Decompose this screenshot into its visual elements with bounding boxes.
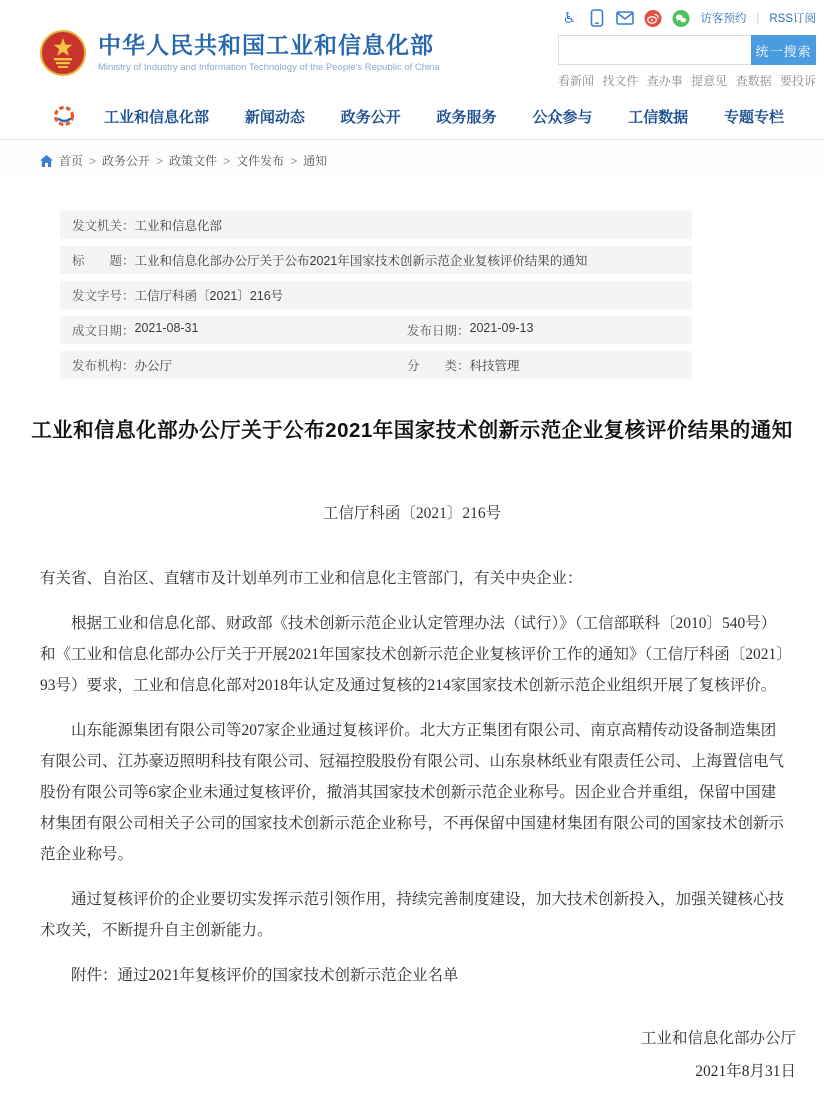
quick-link-data[interactable]: 查数据	[735, 74, 772, 88]
nav-item-gov-disclosure[interactable]: 政务公开	[340, 108, 401, 126]
meta-row-dates	[60, 316, 692, 344]
site-header	[0, 0, 824, 93]
meta-row-title	[60, 246, 692, 274]
breadcrumb-separator: >	[290, 153, 298, 168]
meta-value: 工业和信息化部	[134, 219, 223, 233]
signer: 工业和信息化部办公厅	[640, 1030, 796, 1047]
document-body	[0, 563, 824, 991]
breadcrumb-separator: >	[223, 153, 231, 168]
breadcrumb-separator: >	[156, 153, 164, 168]
site-brand	[40, 6, 440, 89]
meta-label: 发布日期：	[407, 324, 470, 338]
meta-label: 发文机关：	[72, 219, 135, 233]
meta-label: 发文字号：	[72, 289, 135, 303]
utility-bar	[558, 6, 816, 30]
meta-value: 2021-08-31	[134, 321, 199, 335]
mobile-icon[interactable]	[588, 9, 606, 27]
wechat-icon[interactable]	[672, 9, 690, 27]
breadcrumb-gov-disclosure[interactable]: 政务公开	[102, 154, 151, 168]
header-right	[558, 6, 820, 89]
meta-label: 发布机构：	[72, 359, 135, 373]
national-emblem-logo	[40, 30, 86, 76]
nav-item-ministry[interactable]: 工业和信息化部	[104, 108, 210, 126]
utility-divider: |	[756, 12, 760, 24]
document-number: 工信厅科函〔2021〕216号	[322, 505, 502, 522]
home-icon[interactable]	[40, 155, 53, 167]
meta-label: 标 题：	[72, 254, 135, 268]
nav-item-news[interactable]: 新闻动态	[244, 108, 305, 126]
site-subtitle: Ministry of Industry and Information Technology of the People's Republic of China	[98, 61, 440, 73]
nav-item-miit-data[interactable]: 工信数据	[628, 108, 689, 126]
quick-link-suggestions[interactable]: 提意见	[691, 74, 728, 88]
breadcrumb-policy-files[interactable]: 政策文件	[169, 154, 218, 168]
meta-row-doc-number	[60, 281, 692, 309]
quick-link-news[interactable]: 看新闻	[558, 74, 595, 88]
paragraph-basis: 根据工业和信息化部、财政部《技术创新示范企业认定管理办法（试行）》（工信部联科〔2010〕540号）和《工业和信息化部办公厅关于开展2021年国家技术创新示范企业复核评价工作的通知》（工信厅科函〔2021〕93号）要求，工业和信息化部对2018年认定及通过复核的214家国家技术创新示范企业组织开展了复核评价。	[40, 615, 785, 694]
nav-items	[104, 106, 784, 127]
signature-block	[0, 1023, 824, 1108]
site-title: 中华人民共和国工业和信息化部	[98, 32, 434, 59]
meta-label: 分 类：	[407, 359, 470, 373]
sign-date: 2021年8月31日	[695, 1062, 796, 1080]
visitor-reservation-link[interactable]: 访客预约	[700, 13, 747, 25]
accessibility-icon[interactable]: ♿	[562, 9, 577, 27]
meta-label: 成文日期：	[72, 324, 135, 338]
meta-value: 办公厅	[134, 359, 173, 373]
unified-search-button[interactable]: 统一搜索	[751, 35, 816, 65]
meta-value: 工信厅科函〔2021〕216号	[134, 289, 284, 303]
attachment-line: 附件：通过2021年复核评价的国家技术创新示范企业名单	[71, 967, 459, 984]
breadcrumb-home[interactable]: 首页	[59, 154, 84, 168]
quick-link-files[interactable]: 找文件	[602, 74, 639, 88]
gear-logo-icon	[52, 104, 76, 128]
document-title: 工业和信息化部办公厅关于公布2021年国家技术创新示范企业复核评价结果的通知	[31, 419, 793, 442]
meta-row-org-category	[60, 351, 692, 379]
search-input[interactable]	[558, 35, 751, 65]
breadcrumb-separator: >	[89, 153, 97, 168]
meta-value: 工业和信息化部办公厅关于公布2021年国家技术创新示范企业复核评价结果的通知	[134, 254, 588, 268]
paragraph-requirements: 通过复核评价的企业要切实发挥示范引领作用，持续完善制度建设，加大技术创新投入，加强关键核心技术攻关，不断提升自主创新能力。	[40, 891, 785, 939]
quick-links	[558, 72, 816, 89]
meta-value: 科技管理	[469, 359, 520, 373]
nav-item-special-columns[interactable]: 专题专栏	[723, 108, 784, 126]
search-bar	[558, 35, 816, 65]
breadcrumb-notice[interactable]: 通知	[303, 154, 328, 168]
quick-link-services[interactable]: 查办事	[646, 74, 683, 88]
weibo-icon[interactable]	[644, 9, 662, 27]
breadcrumb-file-release[interactable]: 文件发布	[236, 154, 285, 168]
salutation: 有关省、自治区、直辖市及计划单列市工业和信息化主管部门，有关中央企业：	[40, 570, 583, 587]
rss-subscribe-link[interactable]: RSS订阅	[769, 13, 816, 25]
paragraph-results: 山东能源集团有限公司等207家企业通过复核评价。北大方正集团有限公司、南京高精传动设备制造集团有限公司、江苏豪迈照明科技有限公司、冠福控股股份有限公司、山东泉林纸业有限责任公司、上海置信电气股份有限公司等6家企业未通过复核评价，撤消其国家技术创新示范企业称号。因企业合并重组，保留中国建材集团有限公司相关子公司的国家技术创新示范企业称号，不再保留中国建材集团有限公司的国家技术创新示范企业称号。	[40, 722, 785, 863]
document-meta-table	[60, 211, 692, 379]
mail-icon[interactable]	[616, 9, 634, 27]
breadcrumb	[0, 140, 824, 179]
brand-text	[98, 32, 440, 72]
quick-link-complaints[interactable]: 要投诉	[779, 74, 816, 88]
main-nav	[0, 93, 824, 140]
nav-item-public-participation[interactable]: 公众参与	[532, 108, 593, 126]
meta-value: 2021-09-13	[469, 321, 534, 335]
meta-row-issuing-authority	[60, 211, 692, 239]
nav-item-gov-services[interactable]: 政务服务	[436, 108, 497, 126]
